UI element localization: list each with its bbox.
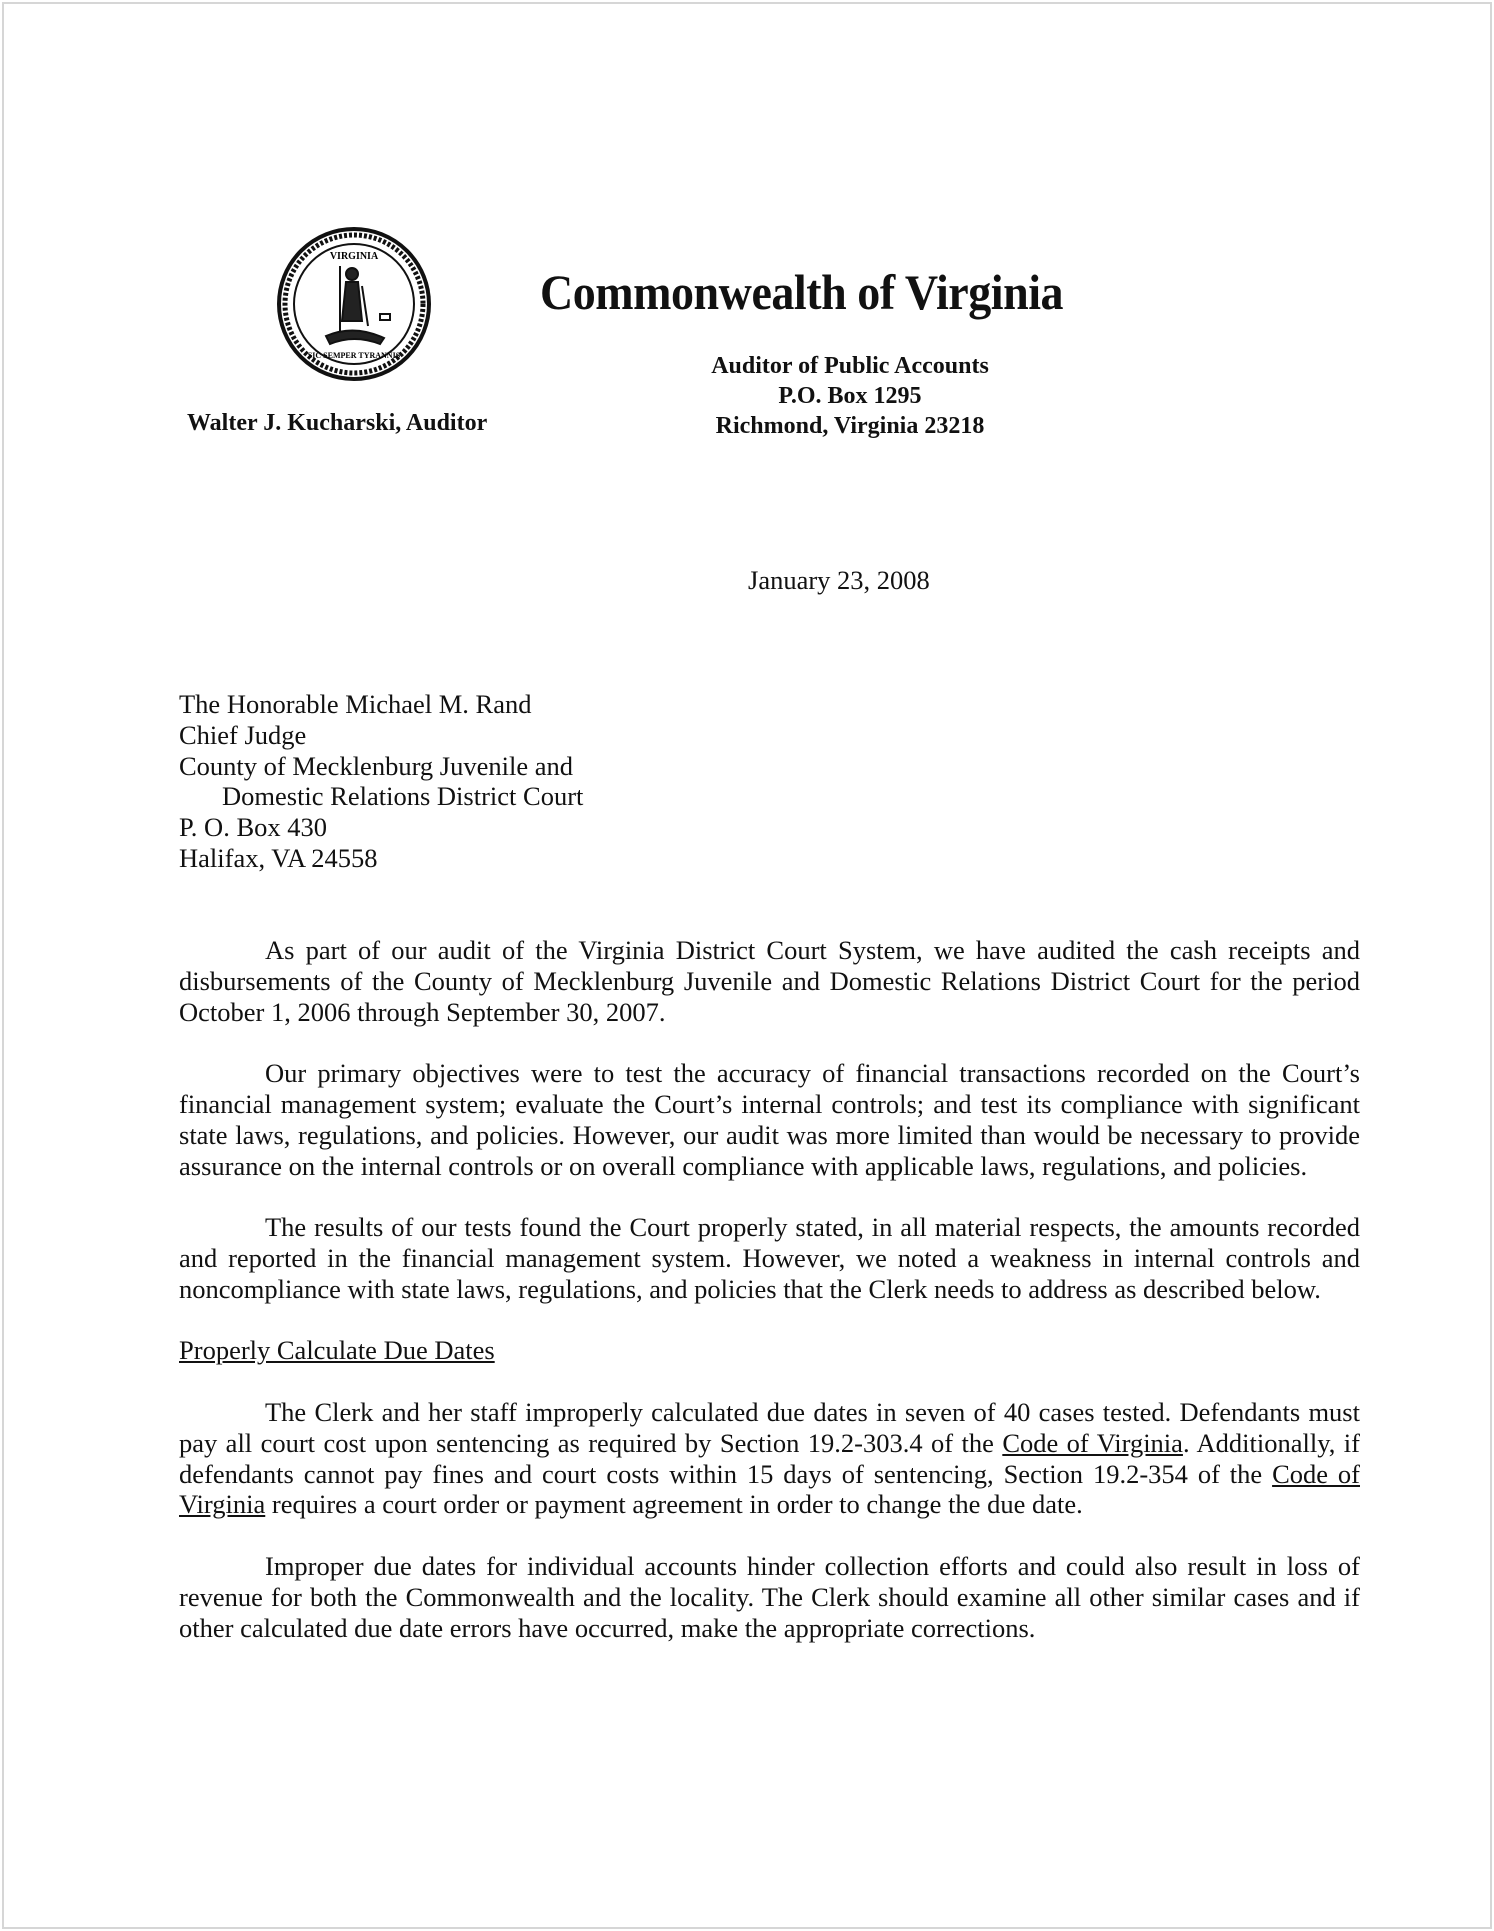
text: The Clerk and her staff improperly calculated due dates in seven of 40 cases tested. Defendants must pay all court cost upon sentencing as required by Section 19.2-303.4 of the — [179, 1396, 1360, 1458]
paragraph-recommendation: Improper due dates for individual accounts hinder collection efforts and could also result in loss of revenue for both the Commonwealth and the locality. The Clerk should examine all other similar cases and if other calculated due date errors have occurred, make the appropriate corrections. — [179, 1550, 1360, 1643]
paragraph-audit-scope: As part of our audit of the Virginia District Court System, we have audited the cash receipts and disbursements of the County of Mecklenburg Juvenile and Domestic Relations District Court for the period October 1, 2006 through September 30, 2007. — [179, 935, 1360, 1027]
code-reference: Code of Virginia — [1002, 1427, 1183, 1458]
letter-date: January 23, 2008 — [748, 565, 930, 595]
recipient-line: County of Mecklenburg Juvenile and — [179, 750, 573, 781]
office-address — [650, 351, 1050, 441]
paragraph-due-dates — [179, 1397, 1360, 1520]
office-name: Auditor of Public Accounts — [711, 353, 989, 379]
text: requires a court order or payment agreement in order to change the due date. — [265, 1489, 1083, 1520]
recipient-line: P. O. Box 430 — [179, 812, 327, 843]
office-city: Richmond, Virginia 23218 — [715, 413, 985, 439]
virginia-seal-icon — [276, 226, 432, 382]
letter-body — [179, 935, 1360, 1674]
recipient-address — [179, 689, 583, 874]
recipient-line: Domestic Relations District Court — [222, 781, 584, 812]
paragraph-results: The results of our tests found the Court properly stated, in all material respects, the amounts recorded and reported in the financial management system. However, we noted a weakness in internal controls and noncompliance with state laws, regulations, and policies that the Clerk needs to address as described below. — [179, 1212, 1360, 1304]
recipient-line: Chief Judge — [179, 719, 307, 750]
section-heading: Properly Calculate Due Dates — [179, 1335, 495, 1366]
recipient-line: The Honorable Michael M. Rand — [179, 689, 532, 719]
recipient-line: Halifax, VA 24558 — [179, 842, 378, 873]
auditor-name: Walter J. Kucharski, Auditor — [187, 410, 488, 436]
svg-text:VIRGINIA: VIRGINIA — [329, 251, 379, 262]
paragraph-objectives: Our primary objectives were to test the accuracy of financial transactions recorded on the Court’s financial management system; evaluate the Court’s internal controls; and test its compliance with significant state laws, regulations, and policies. However, our audit was more limited than would be necessary to provide assurance on the internal controls or on overall compliance with applicable laws, regulations, and policies. — [179, 1058, 1360, 1181]
letterhead-title: Commonwealth of Virginia — [540, 264, 1064, 320]
text: . Additionally, if defendants cannot pay fines and court costs within 15 days of sentencing, Section 19.2-354 of the — [179, 1427, 1360, 1489]
office-po-box: P.O. Box 1295 — [778, 383, 922, 409]
code-reference: Code of Virginia — [179, 1458, 1360, 1520]
svg-text:SIC SEMPER TYRANNIS: SIC SEMPER TYRANNIS — [307, 351, 401, 360]
